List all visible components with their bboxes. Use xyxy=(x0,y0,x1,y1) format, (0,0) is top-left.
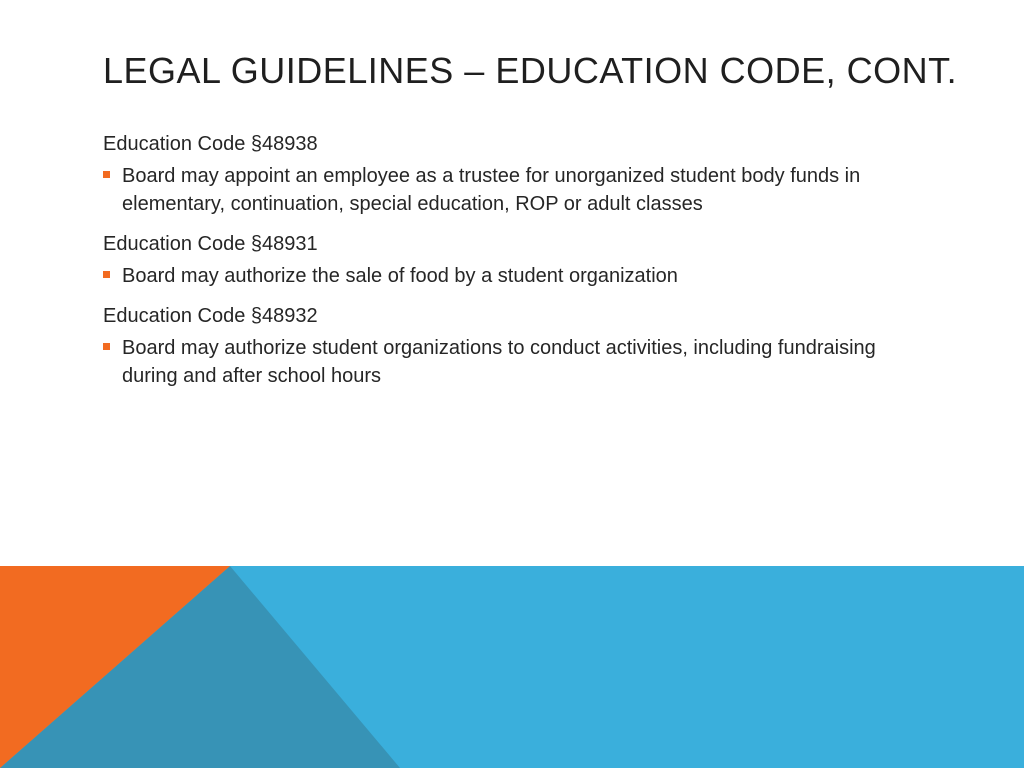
bullet-item xyxy=(103,162,933,218)
bullet-item xyxy=(103,334,933,390)
slide-content xyxy=(103,130,933,402)
square-bullet-icon xyxy=(103,343,110,350)
section xyxy=(103,130,933,218)
section-heading: Education Code §48932 xyxy=(103,305,318,327)
section xyxy=(103,230,933,290)
footer-decoration xyxy=(0,566,1024,768)
square-bullet-icon xyxy=(103,171,110,178)
slide-title: LEGAL GUIDELINES – EDUCATION CODE, CONT. xyxy=(103,50,958,91)
section-heading: Education Code §48931 xyxy=(103,233,318,255)
bullet-text: Board may authorize student organizations to conduct activities, including fundraising during and after school hours xyxy=(122,337,876,387)
bullet-list xyxy=(103,162,933,218)
bullet-text: Board may appoint an employee as a trustee for unorganized student body funds in elementary, continuation, special education, ROP or adult classes xyxy=(122,165,861,215)
bullet-item xyxy=(103,262,933,290)
section-heading: Education Code §48938 xyxy=(103,133,318,155)
square-bullet-icon xyxy=(103,271,110,278)
bullet-list xyxy=(103,262,933,290)
bullet-list xyxy=(103,334,933,390)
bullet-text: Board may authorize the sale of food by a student organization xyxy=(122,265,678,287)
section xyxy=(103,302,933,390)
